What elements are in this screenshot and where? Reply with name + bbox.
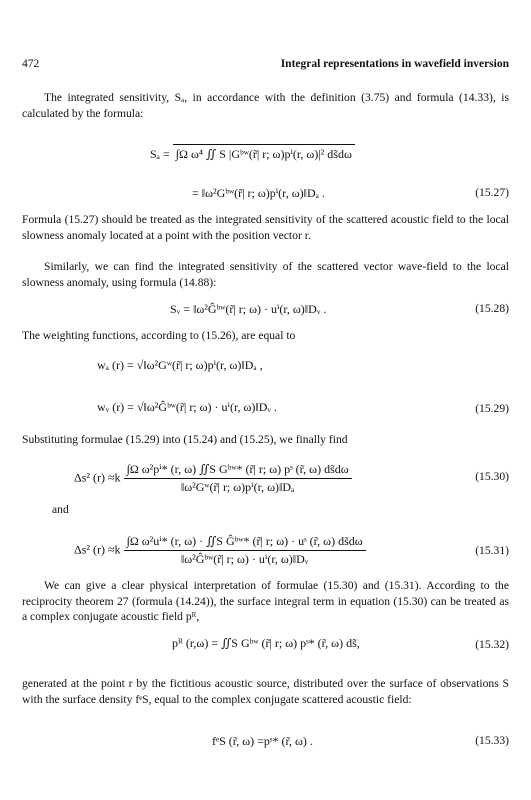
paragraph-3: Similarly, we can find the integrated sensitivity of the scattered vector wave-field to the local slowness anomaly, using formula (14.88):	[22, 260, 509, 289]
equation-number-15-31: (15.31)	[475, 544, 509, 557]
eq5: wᵥ (r) = √‖ω²Ĝᵇʷ(r̃| r; ω) · uⁱ(r, ω)‖Dᵥ .	[97, 400, 277, 414]
eq7-numerator: ∫Ω ω²uⁱ* (r, ω) · ∬S Ĝᵇʷ* (r̃| r; ω) · uˢ (r̃, ω) ds̃dω	[124, 534, 366, 551]
eq6-denominator: ‖ω²Gʷ(r̃| r; ω)pⁱ(r, ω)‖Dₐ	[180, 480, 295, 494]
eq4: wₐ (r) = √‖ω²Gʷ(r̃| r; ω)pⁱ(r, ω)‖Dₐ ,	[97, 358, 263, 372]
paragraph-2: Formula (15.27) should be treated as the integrated sensitivity of the scattered acoustic field to the local slowness anomaly located at a point with the position vector r.	[22, 213, 509, 242]
page-number: 472	[22, 58, 40, 70]
eq6-fraction	[124, 462, 352, 495]
paragraph-6: We can give a clear physical interpretation of formulae (15.30) and (15.31). According to the reciprocity theorem 27 (formula (14.24)), the surface integral term in equation (15.30) can be treated as a complex conjugate acoustic field pᴿ,	[22, 579, 509, 623]
word-and: and	[52, 503, 69, 516]
eq3: Sᵥ = ‖ω²Ĝᵇʷ(r̃| r; ω) · uⁱ(r, ω)‖Dᵥ .	[170, 302, 327, 316]
equation-wa	[22, 350, 509, 378]
equation-15-30	[22, 452, 509, 492]
equation-number-15-27: (15.27)	[475, 186, 509, 199]
equation-15-27-line2	[22, 180, 509, 208]
eq6-numerator: ∫Ω ω²pⁱ* (r, ω) ∬S Gᵇʷ* (r̃| r; ω) pˢ (r̃, ω) ds̃dω	[124, 462, 352, 479]
equation-number-15-32: (15.32)	[475, 638, 509, 651]
equation-number-15-29: (15.29)	[475, 402, 509, 415]
eq2-rhs: = ‖ω²Gᵇʷ(r̃| r; ω)pⁱ(r, ω)‖Dₐ .	[192, 186, 325, 200]
equation-15-33	[22, 730, 509, 758]
equation-number-15-33: (15.33)	[475, 734, 509, 747]
equation-15-31	[22, 522, 509, 568]
eq7-fraction	[124, 534, 366, 567]
eq7-denominator: ‖ω²Ĝᵇʷ(r̃| r; ω) · uⁱ(r, ω)‖Dᵥ	[180, 552, 309, 566]
eq8: pᴿ (r,ω) = ∬S Gᵇʷ (r̃| r; ω) pˢ* (r̃, ω) ds̃,	[172, 636, 360, 650]
equation-15-28	[22, 296, 509, 324]
equation-number-15-28: (15.28)	[475, 302, 509, 315]
eq1-lhs: Sₐ =	[150, 147, 170, 161]
paragraph-1: The integrated sensitivity, Sₐ, in accordance with the definition (3.75) and formula (14.33), is calculated by the formula:	[22, 91, 509, 120]
running-title: Integral representations in wavefield inversion	[280, 58, 509, 70]
equation-15-29	[22, 392, 509, 420]
equation-number-15-30: (15.30)	[475, 470, 509, 483]
eq1-rhs: ∫Ω ω⁴ ∬ S |Gᵇʷ(r̃| r; ω)pⁱ(r, ω)|² ds̃dω	[173, 144, 355, 162]
eq9: fᵉS (r̃, ω) =pˢ* (r̃, ω) .	[212, 734, 313, 748]
eq7-lhs: Δs² (r) ≈k	[74, 542, 121, 557]
paragraph-5: Substituting formulae (15.29) into (15.24) and (15.25), we finally find	[22, 433, 348, 446]
paragraph-7: generated at the point r by the fictitious acoustic source, distributed over the surface of observations S with the surface density fᵉS, equal to the complex conjugate scattered acoustic field:	[22, 677, 509, 706]
eq6-lhs: Δs² (r) ≈k	[74, 470, 121, 485]
equation-15-32	[22, 628, 509, 662]
paragraph-4: The weighting functions, according to (15.26), are equal to	[22, 329, 296, 342]
equation-15-27-line1	[22, 136, 509, 170]
running-header	[22, 58, 509, 74]
